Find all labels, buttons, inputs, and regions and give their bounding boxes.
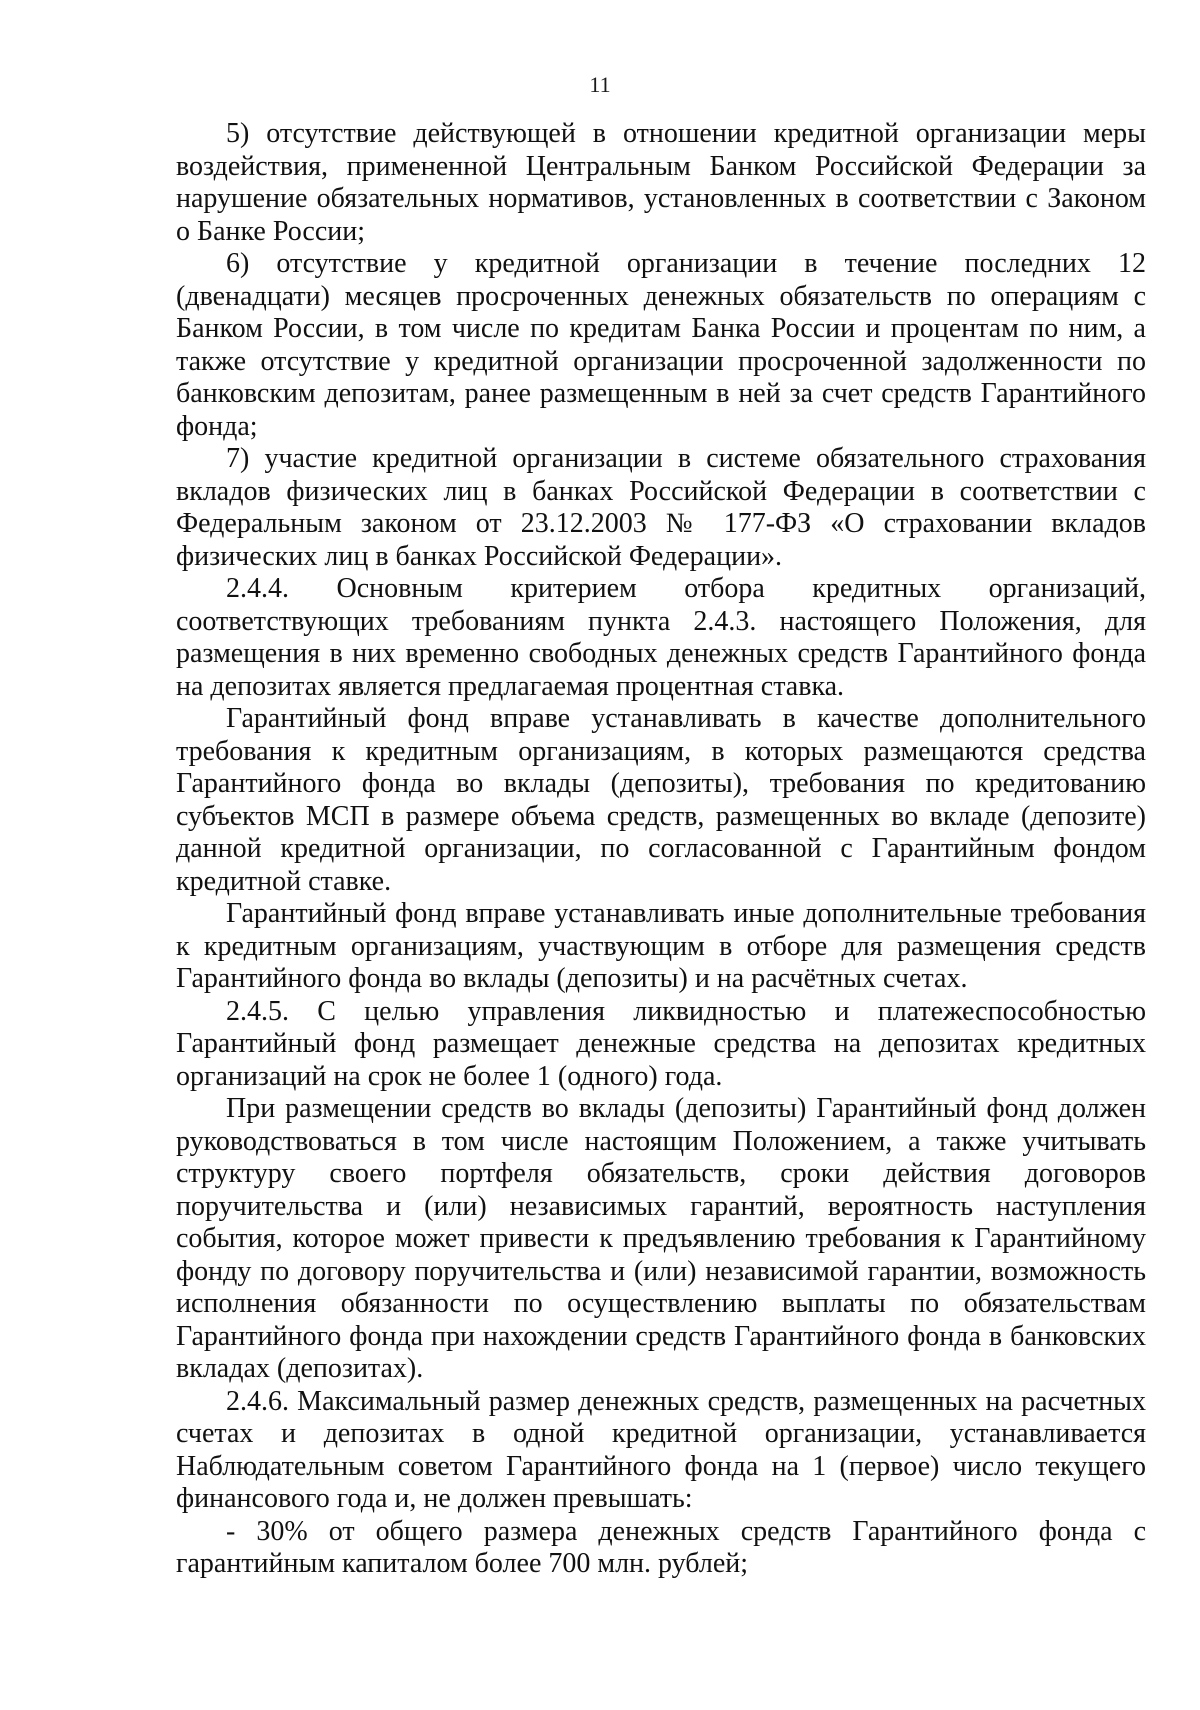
list-item-30-percent: - 30% от общего размера денежных средств Гарантийного фонда с гарантийным капиталом более 700 млн. рублей; — [176, 1515, 1146, 1579]
paragraph-2-4-5: 2.4.5. С целью управления ликвидностью и платежеспособностью Гарантийный фонд размещает денежные средства на депозитах кредитных организаций на срок не более 1 (одного) года. — [176, 995, 1146, 1092]
paragraph-item-6: 6) отсутствие у кредитной организации в течение последних 12 (двенадцати) месяцев просроченных денежных обязательств по операциям с Банком России, в том числе по кредитам Банка России и процентам по ним, а также отсутствие у кредитной организации просроченной задолженности по банковским депозитам, ранее размещенным в ней за счет средств Гарантийного фонда; — [176, 248, 1146, 442]
page-number: 11 — [589, 72, 611, 97]
paragraph-2-4-4: 2.4.4. Основным критерием отбора кредитных организаций, соответствующих требованиям пункта 2.4.3. настоящего Положения, для размещения в них временно свободных денежных средств Гарантийного фонда на депозитах является предлагаемая процентная ставка. — [176, 573, 1146, 702]
document-body — [176, 118, 1146, 1581]
paragraph-item-5: 5) отсутствие действующей в отношении кредитной организации меры воздействия, примененной Центральным Банком Российской Федерации за нарушение обязательных нормативов, установленных в соответствии с Законом о Банке России; — [176, 118, 1146, 247]
paragraph-additional-requirement: Гарантийный фонд вправе устанавливать в качестве дополнительного требования к кредитным организациям, в которых размещаются средства Гарантийного фонда во вклады (депозиты), требования по кредитованию субъектов МСП в размере объема средств, размещенных во вкладе (депозите) данной кредитной организации, по согласованной с Гарантийным фондом кредитной ставке. — [176, 703, 1146, 897]
paragraph-placement-guidance: При размещении средств во вклады (депозиты) Гарантийный фонд должен руководствоваться в том числе настоящим Положением, а также учитывать структуру своего портфеля обязательств, сроки действия договоров поручительства и (или) независимых гарантий, вероятность наступления события, которое может привести к предъявлению требования к Гарантийному фонду по договору поручительства и (или) независимой гарантии, возможность исполнения обязанности по осуществлению выплаты по обязательствам Гарантийного фонда при нахождении средств Гарантийного фонда в банковских вкладах (депозитах). — [176, 1093, 1146, 1384]
paragraph-item-7: 7) участие кредитной организации в системе обязательного страхования вкладов физических лиц в банках Российской Федерации в соответствии с Федеральным законом от 23.12.2003 № 177-ФЗ «О страховании вкладов физических лиц в банках Российской Федерации». — [176, 443, 1146, 572]
paragraph-2-4-6: 2.4.6. Максимальный размер денежных средств, размещенных на расчетных счетах и депозитах в одной кредитной организации, устанавливается Наблюдательным советом Гарантийного фонда на 1 (первое) число текущего финансового года и, не должен превышать: — [176, 1385, 1146, 1514]
paragraph-other-requirements: Гарантийный фонд вправе устанавливать иные дополнительные требования к кредитным организациям, участвующим в отборе для размещения средств Гарантийного фонда во вклады (депозиты) и на расчётных счетах. — [176, 898, 1146, 994]
